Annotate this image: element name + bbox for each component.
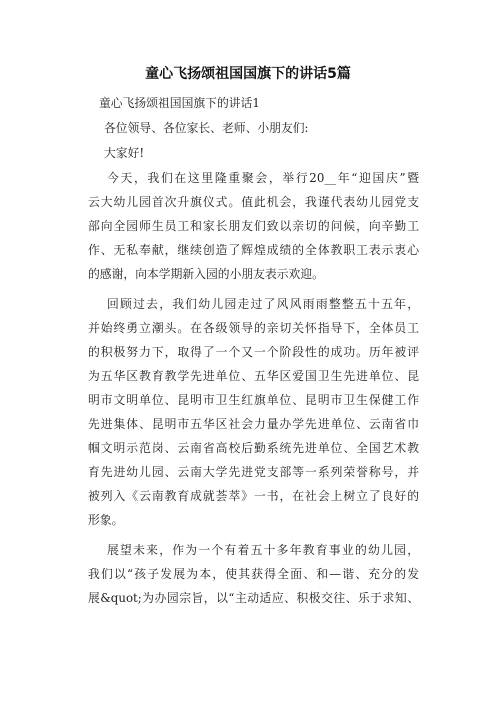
salutation: 各位领导、各位家长、老师、小朋友们: — [104, 121, 309, 135]
paragraph-line: 的感谢，向本学期新入园的小朋友表示欢迎。 — [88, 267, 324, 281]
paragraph-line: 先进集体、昆明市五华区社会力量办学先进单位、云南省巾 — [88, 417, 419, 431]
document-title: 童心飞扬颂祖国国旗下的讲话5篇 — [145, 66, 351, 82]
greeting: 大家好! — [104, 146, 145, 160]
paragraph-line: 明市文明单位、昆明市卫生红旗单位、昆明市卫生保健工作 — [88, 393, 419, 407]
paragraph-line: 育先进幼儿园、云南大学先进党支部等一系列荣誉称号，并 — [88, 465, 419, 479]
paragraph-line: 帼文明示范岗、云南省高校后勤系统先进单位、全国艺术教 — [88, 441, 419, 455]
paragraph-line: 我们以“孩子发展为本，使其获得全面、和—谐、充分的发 — [88, 567, 419, 581]
section-heading: 童心飞扬颂祖国国旗下的讲话1 — [99, 96, 260, 110]
paragraph-line: 并始终勇立潮头。在各级领导的亲切关怀指导下，全体员工 — [88, 321, 419, 335]
paragraph-line: 被列入《云南教育成就荟萃》一书，在社会上树立了良好的 — [88, 489, 419, 503]
paragraph-line: 的积极努力下，取得了一个又一个阶段性的成功。历年被评 — [88, 345, 419, 359]
paragraph-line: 部向全园师生员工和家长朋友们致以亲切的问候，向辛勤工 — [88, 219, 419, 233]
paragraph-line: 展望未来，作为一个有着五十多年教育事业的幼儿园， — [107, 543, 419, 557]
paragraph-line: 展&quot;为办园宗旨，以“主动适应、积极交往、乐于求知、 — [88, 591, 419, 605]
paragraph-line: 回顾过去，我们幼儿园走过了风风雨雨整整五十五年， — [107, 297, 419, 311]
paragraph-line: 作、无私奉献，继续创造了辉煌成绩的全体教职工表示衷心 — [88, 243, 419, 257]
paragraph-line: 今天，我们在这里隆重聚会，举行20__年“迎国庆”暨 — [107, 171, 419, 185]
paragraph-line: 形象。 — [88, 513, 124, 527]
paragraph-line: 为五华区教育教学先进单位、五华区爱国卫生先进单位、昆 — [88, 369, 419, 383]
paragraph-line: 云大幼儿园首次升旗仪式。值此机会，我谨代表幼儿园党支 — [88, 195, 419, 209]
